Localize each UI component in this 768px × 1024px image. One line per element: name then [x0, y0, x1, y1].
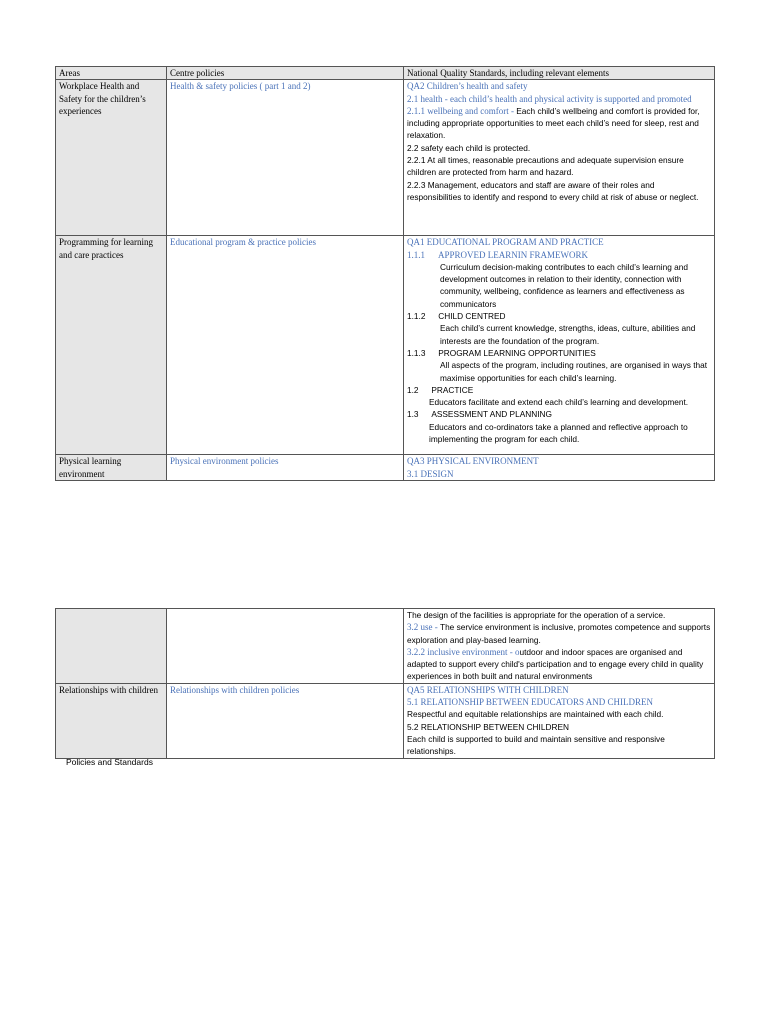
- policy-link[interactable]: Educational program & practice policies: [170, 237, 316, 248]
- policy-link[interactable]: Health & safety policies ( part 1 and 2): [170, 81, 311, 92]
- area-cell: Relationships with children: [56, 683, 167, 758]
- header-centre-policies: Centre policies: [167, 67, 404, 80]
- standard-1-1-1-text: Curriculum decision-making contributes to each child’s learning and development outcomes in relation to their identity, connection with community, wellbeing, confidence as learners and effectiveness as communicators: [440, 261, 688, 309]
- policy-link[interactable]: Physical environment policies: [170, 456, 279, 467]
- design-text: The design of the facilities is appropriate for the operation of a service.: [407, 610, 666, 620]
- standard-number: 1.1.3: [407, 347, 426, 358]
- policy-cell: [167, 683, 404, 758]
- standard-title: PROGRAM LEARNING OPPORTUNITIES: [438, 347, 596, 358]
- standard-3-2-label: 3.2 use -: [407, 622, 440, 633]
- standard-1-2-title: [407, 384, 711, 396]
- standard-1-3-title: [407, 408, 711, 420]
- policy-link[interactable]: Relationships with children policies: [170, 684, 300, 695]
- table-row: [56, 609, 715, 684]
- policy-cell: [167, 455, 404, 481]
- standard-2-2-3: 2.2.3 Management, educators and staff are aware of their roles and responsibilities to identify and respond to every child at risk of abuse or neglect.: [407, 179, 699, 202]
- standard-3-2-2: [407, 646, 711, 683]
- standard-number: 1.1.2: [407, 311, 426, 322]
- header-national-quality-standards: National Quality Standards, including relevant elements: [404, 67, 715, 80]
- table-row: [56, 80, 715, 236]
- standard-title: APPROVED LEARNIN FRAMEWORK: [438, 249, 589, 260]
- area-cell-empty: [56, 609, 167, 684]
- table-row: [56, 683, 715, 758]
- table-row: [56, 236, 715, 455]
- standard-1-1-2-text: Each child’s current knowledge, strengths, ideas, culture, abilities and interests are the foundation of the program.: [440, 323, 696, 346]
- standard-5-1: 5.1 RELATIONSHIP BETWEEN EDUCATORS AND CHILDREN: [407, 697, 653, 708]
- standard-2-1-1: [407, 105, 711, 142]
- standard-title: ASSESSMENT AND PLANNING: [431, 409, 552, 420]
- policy-cell: [167, 80, 404, 236]
- qa5-heading: QA5 RELATIONSHIPS WITH CHILDREN: [407, 684, 569, 695]
- qa3-heading: QA3 PHYSICAL ENVIRONMENT: [407, 456, 539, 467]
- standard-2-1-1-label: 2.1.1 wellbeing and comfort -: [407, 105, 517, 116]
- area-cell: Programming for learning and care practices: [56, 236, 167, 455]
- table-row: [56, 455, 715, 481]
- qa2-heading: QA2 Children’s health and safety: [407, 81, 528, 92]
- standards-cell: [404, 609, 715, 684]
- standard-1-1-2-title: [407, 310, 711, 322]
- standard-title: PRACTICE: [431, 384, 474, 395]
- standard-number: 1.1.1: [407, 249, 425, 260]
- standard-number: 1.2: [407, 384, 419, 395]
- standard-1-3-text: Educators and co-ordinators take a planned and reflective approach to implementing the program for each child.: [429, 421, 688, 445]
- standard-5-2: 5.2 RELATIONSHIP BETWEEN CHILDREN: [407, 721, 569, 732]
- standard-3-2-2-label: 3.2.2 inclusive environment - o: [407, 646, 520, 657]
- standard-1-1-3-text: All aspects of the program, including routines, are organised in ways that maximise opportunities for each child’s learning.: [440, 360, 708, 383]
- header-areas: Areas: [56, 67, 167, 80]
- policies-table-top: [55, 66, 715, 481]
- standard-3-2-2-text: utdoor and indoor spaces are organised and adapted to support every child's participation and to engage every child in quality experiences in both built and natural environments: [407, 646, 704, 682]
- policy-cell: [167, 236, 404, 455]
- qa1-heading: QA1 EDUCATIONAL PROGRAM AND PRACTICE: [407, 237, 604, 248]
- table-header-row: [56, 67, 715, 80]
- standard-number: 1.3: [407, 409, 419, 420]
- standard-title: CHILD CENTRED: [438, 311, 506, 322]
- standard-2-2: 2.2 safety each child is protected.: [407, 142, 531, 153]
- standard-1-1-3-title: [407, 347, 711, 359]
- standard-2-1-1-text: Each child’s wellbeing and comfort is provided for, including appropriate opportunities to meet each child’s need for sleep, rest and relaxation.: [407, 105, 700, 141]
- standard-5-2-text: Each child is supported to build and maintain sensitive and responsive relationships.: [407, 733, 665, 757]
- area-cell: Workplace Health and Safety for the children’s experiences: [56, 80, 167, 236]
- standard-3-1: 3.1 DESIGN: [407, 468, 454, 479]
- standard-2-1: 2.1 health - each child’s health and physical activity is supported and promoted: [407, 93, 692, 104]
- standard-5-1-text: Respectful and equitable relationships are maintained with each child.: [407, 709, 664, 720]
- page-footer: Policies and Standards: [66, 757, 153, 767]
- standards-cell: [404, 80, 715, 236]
- standards-cell: [404, 236, 715, 455]
- standard-3-2: [407, 621, 711, 646]
- standard-1-2-text: Educators facilitate and extend each child’s learning and development.: [429, 397, 689, 408]
- standard-1-1-1-title: [407, 249, 711, 261]
- policies-table-continued: [55, 608, 715, 759]
- standard-2-2-1: 2.2.1 At all times, reasonable precautions and adequate supervision ensure children are protected from harm and hazard.: [407, 155, 684, 178]
- standard-3-2-text: The service environment is inclusive, promotes competence and supports exploration and play-based learning.: [407, 622, 711, 645]
- standards-cell: [404, 455, 715, 481]
- policy-cell-empty: [167, 609, 404, 684]
- standards-cell: [404, 683, 715, 758]
- area-cell: Physical learning environment: [56, 455, 167, 481]
